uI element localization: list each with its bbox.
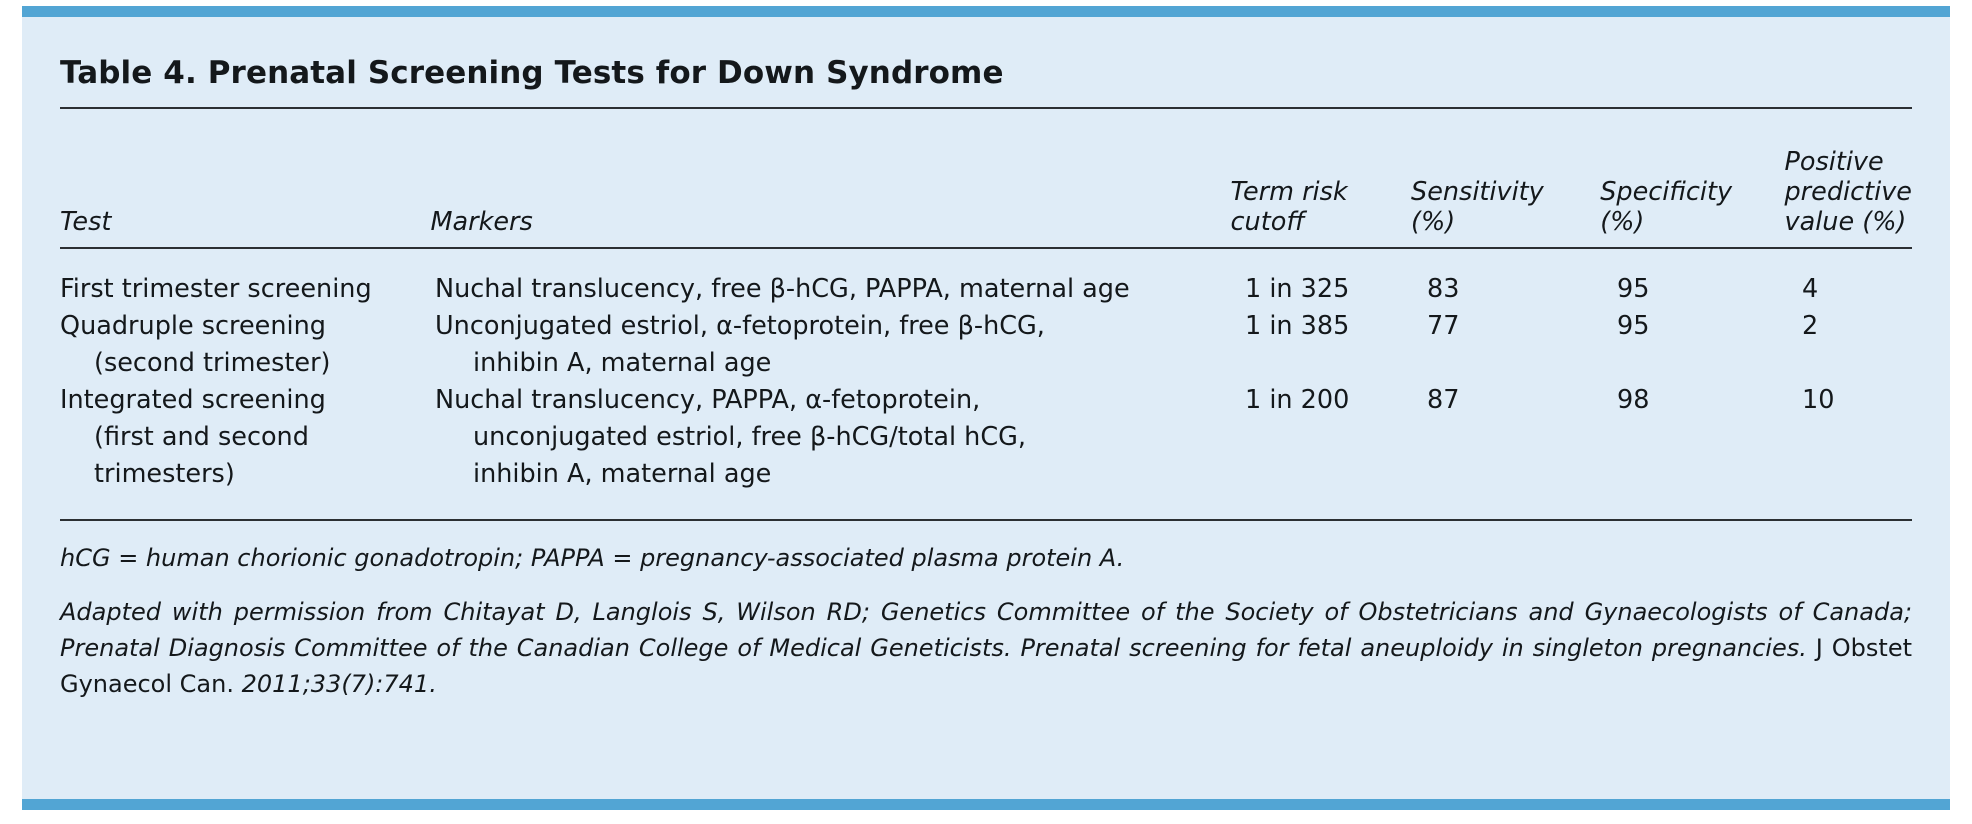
cell-ppv: 4 [1802, 274, 1819, 305]
column-header-sensitivity-line2: Sensitivity [1411, 177, 1544, 208]
column-header-cutoff-line2: Term risk [1230, 177, 1348, 208]
table-header-row [60, 147, 1912, 247]
table-header [60, 109, 1912, 247]
header-spacer-cell [1411, 109, 1600, 147]
footnote-abbreviations: hCG = human chorionic gonadotropin; PAPPA = pregnancy-associated plasma protein A. [60, 544, 1125, 573]
cell-ppv: 2 [1802, 311, 1819, 342]
cell-sensitivity: 87 [1427, 385, 1460, 416]
cell-test-line3: trimesters) [94, 459, 235, 490]
table-row [60, 308, 1912, 382]
column-header-cutoff-line3: cutoff [1230, 207, 1305, 238]
footnote-source-italic: Adapted with permission from Chitayat D, Langlois S, Wilson RD; Genetics Committee of the Society of Obstetricians and Gynaecologists of Canada; Prenatal Diagnosis Committee of the Canadian College of Medical Geneticists. Prenatal screening for fetal aneuploidy in singleton pregnancies. [60, 597, 1912, 662]
table-title: Table 4. Prenatal Screening Tests for Down Syndrome [60, 55, 1004, 91]
table-header-spacer-row [60, 109, 1912, 147]
column-header-test [60, 147, 430, 247]
cell-ppv: 10 [1802, 385, 1835, 416]
body-spacer-cell [1427, 493, 1617, 519]
cell-markers-line1: Nuchal translucency, free β-hCG, PAPPA, maternal age [435, 274, 1130, 305]
footnotes [60, 521, 1912, 702]
cell-cutoff: 1 in 200 [1245, 385, 1350, 416]
cell-test-line1: First trimester screening [60, 274, 372, 305]
cell-markers [435, 382, 1245, 493]
footnote-source-journal: J Obstet Gynaecol Can. [60, 633, 1912, 698]
header-spacer-cell [60, 109, 430, 147]
header-spacer-cell [1600, 109, 1784, 147]
cell-test [60, 308, 435, 382]
table-row [60, 249, 1912, 308]
cell-cutoff: 1 in 325 [1245, 274, 1350, 305]
body-spacer-cell [1245, 493, 1427, 519]
column-header-ppv-line2: predictive [1784, 177, 1912, 208]
cell-markers-line1: Nuchal translucency, PAPPA, α-fetoprotein, [435, 385, 981, 416]
header-spacer-cell [430, 109, 1230, 147]
cell-markers [435, 249, 1245, 308]
cell-test-line1: Integrated screening [60, 385, 326, 416]
cell-markers-line1: Unconjugated estriol, α-fetoprotein, free β-hCG, [435, 311, 1045, 342]
prenatal-screening-table [60, 109, 1912, 247]
body-spacer-cell [1802, 493, 1912, 519]
column-header-specificity [1600, 147, 1784, 247]
table-body [60, 249, 1912, 519]
cell-specificity: 95 [1617, 274, 1650, 305]
prenatal-screening-table-body [60, 249, 1912, 519]
column-header-ppv-line1: Positive [1784, 147, 1884, 177]
column-header-ppv [1784, 147, 1912, 247]
header-spacer-cell [1231, 109, 1411, 147]
cell-test [60, 249, 435, 308]
cell-cutoff: 1 in 385 [1245, 311, 1350, 342]
cell-test-line1: Quadruple screening [60, 311, 326, 342]
cell-markers-line2: unconjugated estriol, free β-hCG/total hCG, [473, 422, 1027, 453]
table-card [22, 6, 1950, 810]
cell-markers-line3: inhibin A, maternal age [473, 459, 772, 490]
column-header-ppv-line3: value (%) [1784, 207, 1907, 238]
column-header-specificity-line2: Specificity [1600, 177, 1733, 208]
header-spacer-cell [1784, 109, 1912, 147]
column-header-markers [430, 147, 1230, 247]
column-header-term-risk-cutoff [1231, 147, 1411, 247]
cell-sensitivity: 77 [1427, 311, 1460, 342]
cell-markers-line2: inhibin A, maternal age [473, 348, 772, 379]
cell-sensitivity: 83 [1427, 274, 1460, 305]
body-spacer-cell [1617, 493, 1802, 519]
cell-markers [435, 308, 1245, 382]
table-body-spacer-row [60, 493, 1912, 519]
cell-test-line2: (second trimester) [94, 348, 331, 379]
cell-test-line2: (first and second [94, 422, 309, 453]
column-header-specificity-line3: (%) [1600, 207, 1645, 238]
footnote-source-citation: 2011;33(7):741. [241, 669, 437, 698]
column-header-sensitivity [1411, 147, 1600, 247]
body-spacer-cell [60, 493, 435, 519]
cell-specificity: 98 [1617, 385, 1650, 416]
footnote-source [60, 594, 1912, 702]
column-header-test-line3: Test [60, 207, 112, 238]
cell-specificity: 95 [1617, 311, 1650, 342]
column-header-sensitivity-line3: (%) [1411, 207, 1456, 238]
column-header-markers-line3: Markers [430, 207, 533, 238]
cell-test [60, 382, 435, 493]
body-spacer-cell [435, 493, 1245, 519]
table-row [60, 382, 1912, 493]
